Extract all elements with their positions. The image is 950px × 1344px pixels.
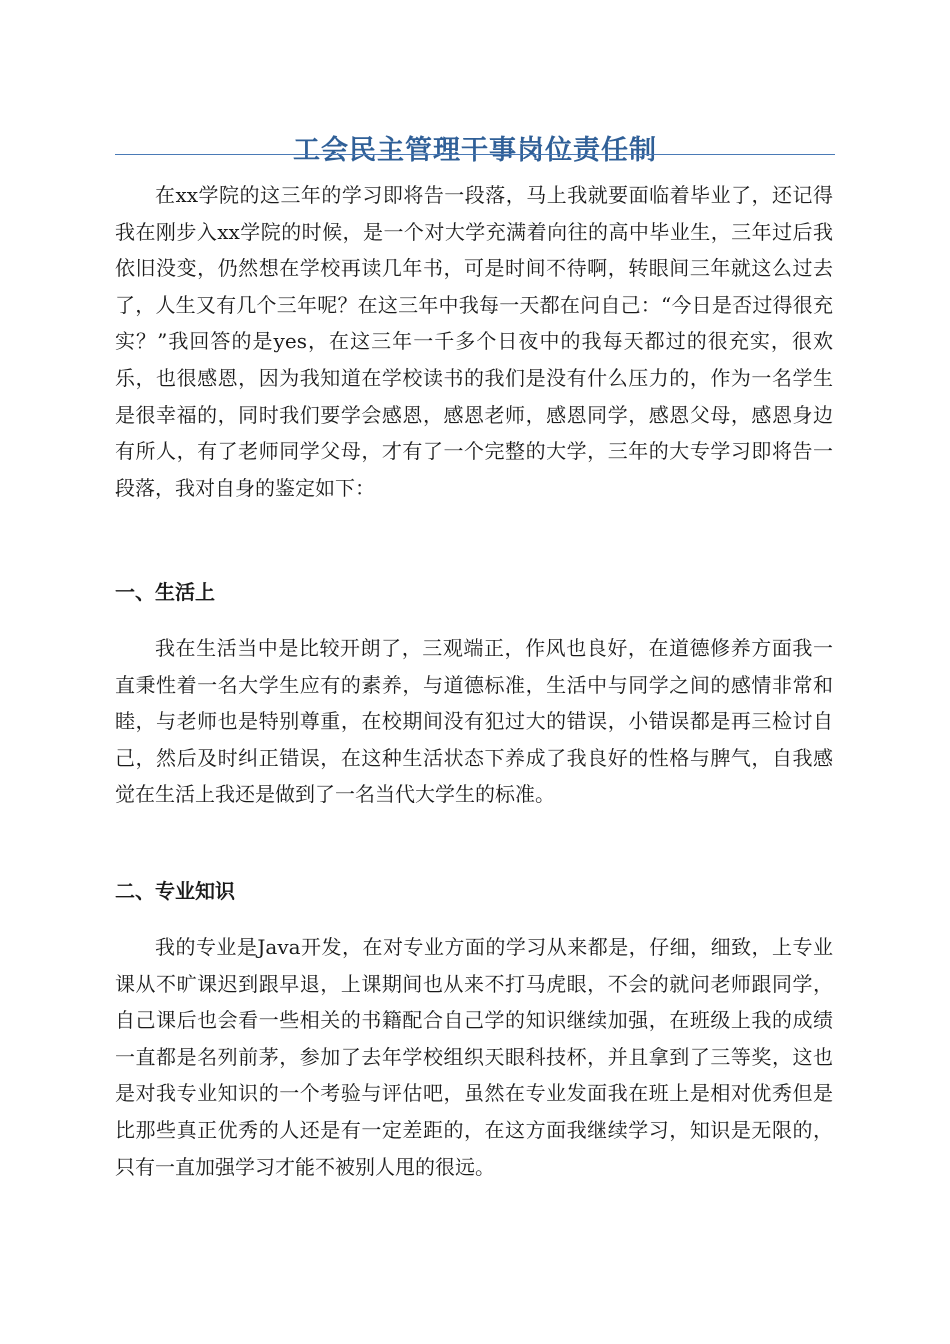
document-title: 工会民主管理干事岗位责任制 — [293, 135, 657, 167]
section-heading-professional: 二、专业知识 — [115, 879, 235, 903]
intro-paragraph: 在xx学院的这三年的学习即将告一段落，马上我就要面临着毕业了，还记得我在刚步入xx学院的时候，是一个对大学充满着向往的高中毕业生，三年过后我依旧没变，仍然想在学校再读几年书，可是时间不待啊，转眼间三年就这么过去了，人生又有几个三年呢？在这三年中我每一天都在问自己：“今日是否过得很充实？”我回答的是yes，在这三年一千多个日夜中的我每天都过的很充实，很欢乐，也很感恩，因为我知道在学校读书的我们是没有什么压力的，作为一名学生是很幸福的，同时我们要学会感恩，感恩老师，感恩同学，感恩父母，感恩身边有所人，有了老师同学父母，才有了一个完整的大学，三年的大专学习即将告一段落，我对自身的鉴定如下： — [115, 183, 833, 500]
professional-paragraph: 我的专业是Java开发，在对专业方面的学习从来都是，仔细，细致，上专业课从不旷课迟到跟早退，上课期间也从来不打马虎眼，不会的就问老师跟同学，自己课后也会看一些相关的书籍配合自己学的知识继续加强，在班级上我的成绩一直都是名列前茅，参加了去年学校组织天眼科技杯，并且拿到了三等奖，这也是对我专业知识的一个考验与评估吧，虽然在专业发面我在班上是相对优秀但是比那些真正优秀的人还是有一定差距的，在这方面我继续学习，知识是无限的，只有一直加强学习才能不被别人甩的很远。 — [115, 935, 833, 1179]
title-underline — [115, 154, 835, 155]
life-paragraph: 我在生活当中是比较开朗了，三观端正，作风也良好，在道德修养方面我一直秉性着一名大学生应有的素养，与道德标准，生活中与同学之间的感情非常和睦，与老师也是特别尊重，在校期间没有犯过大的错误，小错误都是再三检讨自己，然后及时纠正错误，在这种生活状态下养成了我良好的性格与脾气，自我感觉在生活上我还是做到了一名当代大学生的标准。 — [115, 636, 833, 807]
section-heading-life: 一、生活上 — [115, 580, 215, 604]
